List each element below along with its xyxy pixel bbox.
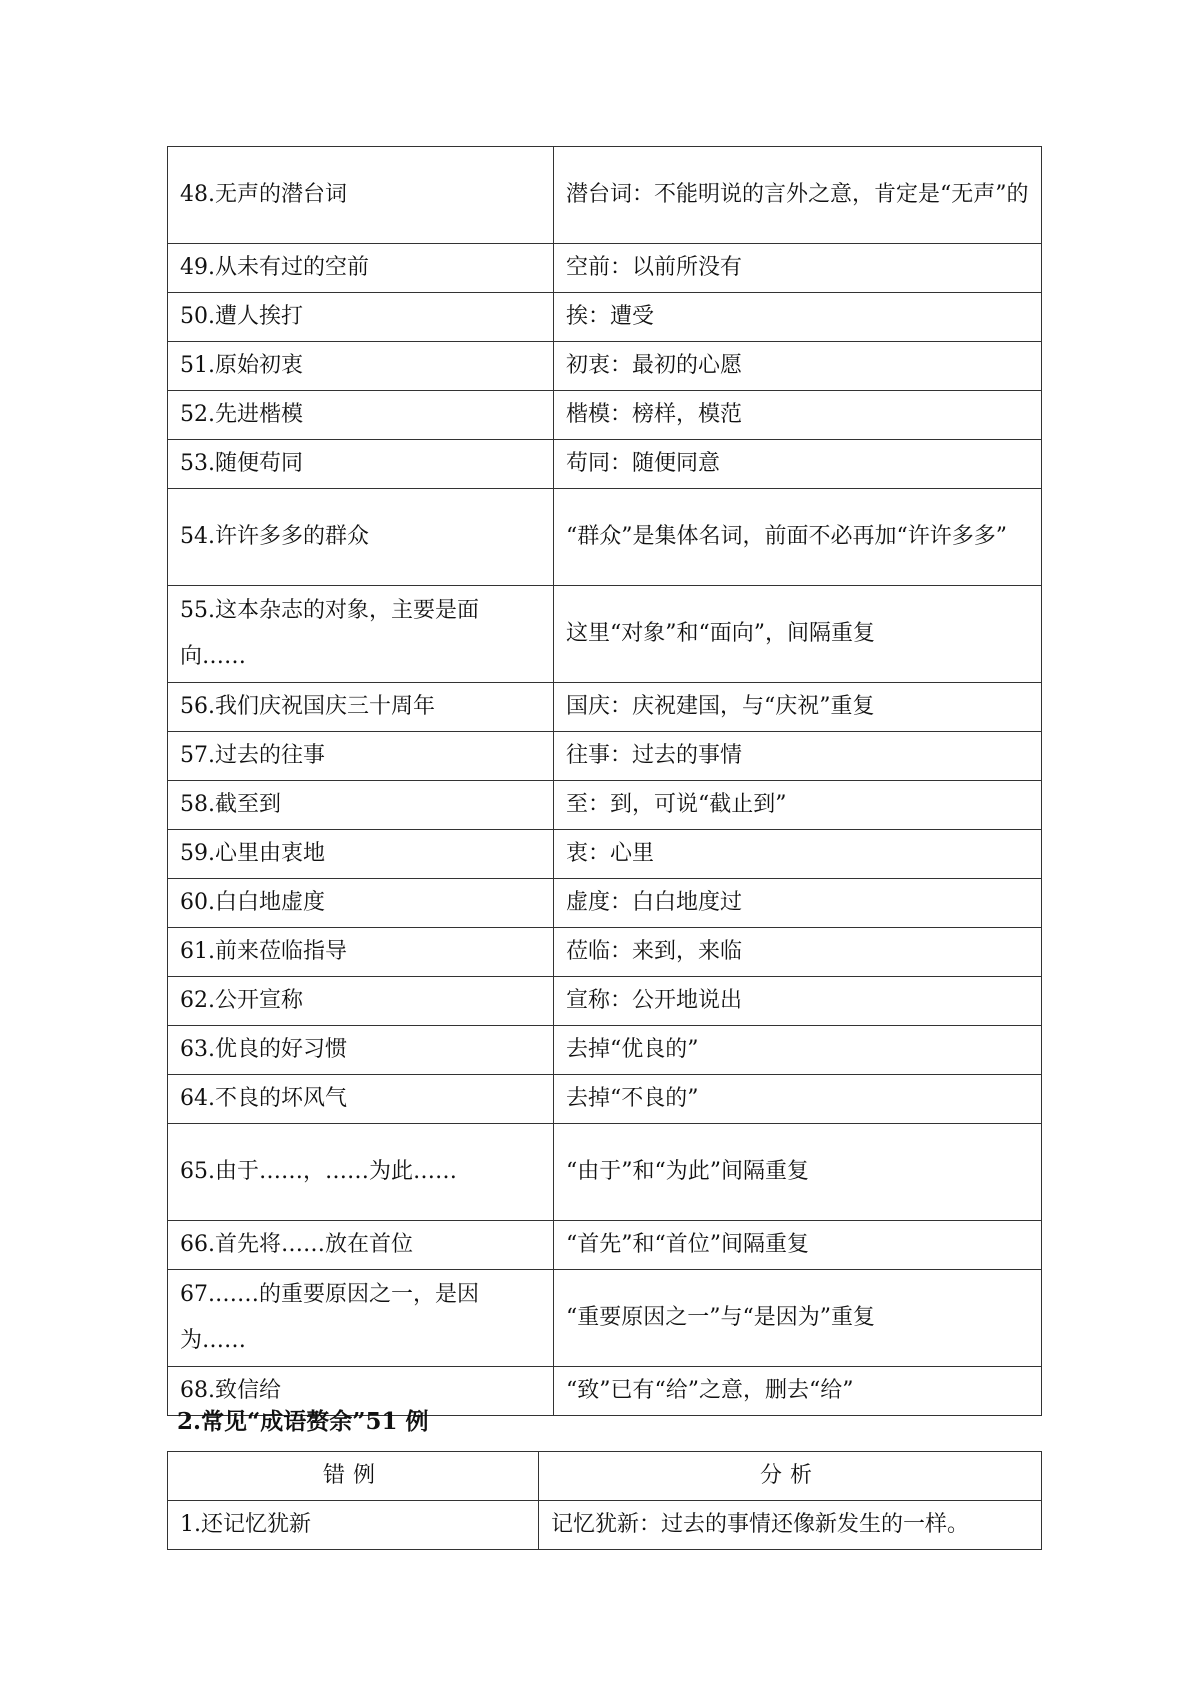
table-row — [168, 928, 1042, 977]
table-row — [168, 440, 1042, 489]
analysis-cell: 空前：以前所没有 — [554, 244, 1042, 293]
header-row — [168, 1452, 1042, 1501]
error-example-cell: 62.公开宣称 — [168, 977, 554, 1026]
analysis-cell: 往事：过去的事情 — [554, 732, 1042, 781]
redundancy-table-part1 — [167, 146, 1042, 1416]
error-example-cell: 50.遭人挨打 — [168, 293, 554, 342]
error-example-cell: 64.不良的坏风气 — [168, 1075, 554, 1124]
analysis-cell: 虚度：白白地度过 — [554, 879, 1042, 928]
error-example-cell: 53.随便苟同 — [168, 440, 554, 489]
error-example-cell: 57.过去的往事 — [168, 732, 554, 781]
table-row — [168, 1221, 1042, 1270]
table-row — [168, 879, 1042, 928]
analysis-cell: 宣称：公开地说出 — [554, 977, 1042, 1026]
table-row — [168, 489, 1042, 586]
analysis-cell: 至：到，可说“截止到” — [554, 781, 1042, 830]
analysis-cell: 去掉“不良的” — [554, 1075, 1042, 1124]
error-example-cell: 59.心里由衷地 — [168, 830, 554, 879]
error-example-cell: 54.许许多多的群众 — [168, 489, 554, 586]
table-row — [168, 1124, 1042, 1221]
analysis-cell: “首先”和“首位”间隔重复 — [554, 1221, 1042, 1270]
table-row — [168, 830, 1042, 879]
table-row — [168, 781, 1042, 830]
analysis-cell: 莅临：来到，来临 — [554, 928, 1042, 977]
header-analysis: 分析 — [539, 1452, 1042, 1501]
table-row — [168, 1026, 1042, 1075]
analysis-cell: 苟同：随便同意 — [554, 440, 1042, 489]
analysis-cell: 衷：心里 — [554, 830, 1042, 879]
table-row — [168, 147, 1042, 244]
table-body — [168, 1501, 1042, 1550]
error-example-cell: 52.先进楷模 — [168, 391, 554, 440]
table-row — [168, 683, 1042, 732]
table-row — [168, 977, 1042, 1026]
error-example-cell: 66.首先将……放在首位 — [168, 1221, 554, 1270]
error-example-cell: 63.优良的好习惯 — [168, 1026, 554, 1075]
error-example-cell: 51.原始初衷 — [168, 342, 554, 391]
table-row — [168, 391, 1042, 440]
analysis-cell: 初衷：最初的心愿 — [554, 342, 1042, 391]
error-example-cell: 61.前来莅临指导 — [168, 928, 554, 977]
error-example-cell: 58.截至到 — [168, 781, 554, 830]
table-row — [168, 1270, 1042, 1367]
table-row — [168, 1501, 1042, 1550]
analysis-cell: 国庆：庆祝建国，与“庆祝”重复 — [554, 683, 1042, 732]
table-body — [168, 147, 1042, 1416]
error-example-cell: 68.致信给 — [168, 1367, 554, 1416]
analysis-cell: 去掉“优良的” — [554, 1026, 1042, 1075]
analysis-cell: “群众”是集体名词，前面不必再加“许许多多” — [554, 489, 1042, 586]
analysis-cell: 这里“对象”和“面向”，间隔重复 — [554, 586, 1042, 683]
analysis-cell: 潜台词：不能明说的言外之意，肯定是“无声”的 — [554, 147, 1042, 244]
table-row — [168, 1075, 1042, 1124]
error-example-cell: 1.还记忆犹新 — [168, 1501, 539, 1550]
table-header — [168, 1452, 1042, 1501]
table-row — [168, 586, 1042, 683]
analysis-cell: “重要原因之一”与“是因为”重复 — [554, 1270, 1042, 1367]
error-example-cell: 65.由于……，……为此…… — [168, 1124, 554, 1221]
header-error-example: 错例 — [168, 1452, 539, 1501]
error-example-cell: 56.我们庆祝国庆三十周年 — [168, 683, 554, 732]
table-row — [168, 732, 1042, 781]
error-example-cell: 60.白白地虚度 — [168, 879, 554, 928]
error-example-cell: 67.……的重要原因之一，是因为…… — [168, 1270, 554, 1367]
table-row — [168, 293, 1042, 342]
analysis-cell: 挨：遭受 — [554, 293, 1042, 342]
analysis-cell: “由于”和“为此”间隔重复 — [554, 1124, 1042, 1221]
error-example-cell: 49.从未有过的空前 — [168, 244, 554, 293]
idiom-redundancy-table — [167, 1451, 1042, 1550]
error-example-cell: 48.无声的潜台词 — [168, 147, 554, 244]
table-row — [168, 244, 1042, 293]
table-row — [168, 342, 1042, 391]
section-title: 2.常见“成语赘余”51 例 — [177, 1408, 429, 1435]
analysis-cell: “致”已有“给”之意，删去“给” — [554, 1367, 1042, 1416]
error-example-cell: 55.这本杂志的对象，主要是面向…… — [168, 586, 554, 683]
analysis-cell: 楷模：榜样，模范 — [554, 391, 1042, 440]
analysis-cell: 记忆犹新：过去的事情还像新发生的一样。 — [539, 1501, 1042, 1550]
